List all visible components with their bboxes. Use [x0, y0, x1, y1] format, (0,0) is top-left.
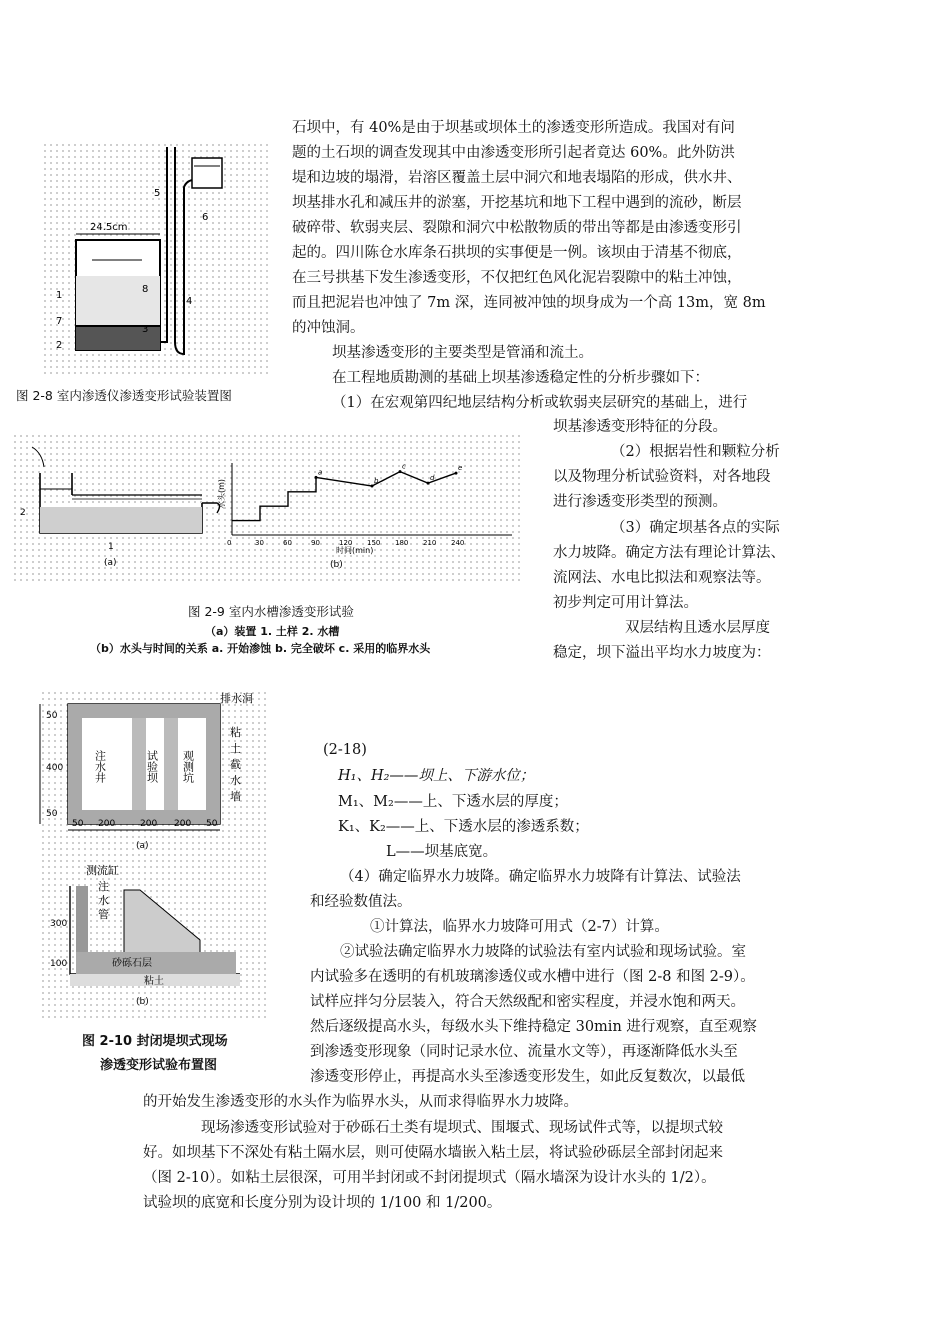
fig28-label: 4	[186, 296, 193, 307]
chart-point-label: b	[374, 477, 379, 486]
fig210-caption-1: 图 2-10 封闭堤坝式现场	[82, 1034, 228, 1049]
fig210-label: 管	[98, 908, 109, 921]
fig29-mark: 2	[20, 508, 26, 518]
figure-2-9	[12, 433, 520, 581]
fig210-label-a: (a)	[136, 841, 149, 851]
fig210-label: 水	[230, 774, 241, 787]
fig28-caption: 图 2-8 室内渗透仪渗透变形试验装置图	[16, 388, 232, 403]
fig210-label: 粘	[230, 726, 241, 739]
chart-ylabel: 水头(m)	[217, 478, 226, 509]
fig210-label: 土	[230, 742, 241, 755]
fig210-label: 排水洞	[220, 692, 253, 705]
fig28-dim: 24.5cm	[90, 222, 128, 233]
fig210-cell: 试验坝	[145, 750, 159, 783]
text-line: 到渗透变形现象（同时记录水位、流量水文等），再逐渐降低水头至	[310, 1044, 738, 1060]
text-line: 进行渗透变形类型的预测。	[553, 494, 727, 510]
text-line: 坝基排水孔和减压井的淤塞，开挖基坑和地下工程中遇到的流砂，断层	[292, 195, 742, 211]
paragraph-analysis-steps: 在工程地质勘测的基础上坝基渗透稳定性的分析步骤如下：	[332, 370, 709, 386]
paragraph-calc-method: ①计算法，临界水力坡降可用式（2-7）计算。	[370, 919, 669, 935]
equation-number: (2-18)	[323, 742, 367, 758]
chart-x-tick: 150	[367, 539, 381, 547]
chart-x-tick: 180	[395, 539, 409, 547]
text-line: 破碎带、软弱夹层、裂隙和洞穴中松散物质的带出等都是由渗透变形引	[292, 220, 742, 236]
paragraph-test-method-end: 的开始发生渗透变形的水头作为临界水头，从而求得临界水力坡降。	[143, 1094, 578, 1110]
fig29-label-b: (b)	[330, 560, 343, 570]
text-line: 内试验多在透明的有机玻璃渗透仪或水槽中进行（图 2-8 和图 2-9）。	[310, 969, 755, 985]
fig28-label: 1	[56, 290, 63, 301]
def-layer-thickness: M₁、M₂——上、下透水层的厚度；	[338, 794, 568, 810]
chart-x-tick: 90	[311, 539, 320, 547]
fig210-label: 注	[98, 880, 109, 893]
chart-series-line	[232, 472, 456, 521]
text-line: 初步判定可用计算法。	[553, 595, 698, 611]
fig29-caption: 图 2-9 室内水槽渗透变形试验	[188, 604, 354, 619]
fig210-cell: 注水井	[93, 750, 107, 783]
fig28-label: 2	[56, 340, 63, 351]
figure-2-10	[40, 690, 266, 1018]
figure-2-8	[42, 142, 270, 374]
chart-point-label: c	[402, 462, 406, 471]
text-line: 而且把泥岩也冲蚀了 7m 深，连同被冲蚀的坝身成为一个高 13m，宽 8m	[292, 295, 766, 311]
fig29-label-a: (a)	[104, 558, 117, 568]
fig210-label-b: (b)	[136, 997, 149, 1007]
chart-point-label: d	[430, 474, 435, 483]
text-line: 流网法、水电比拟法和观察法等。	[553, 570, 771, 586]
fig210-label: 墙	[230, 790, 241, 803]
chart-x-tick: 210	[423, 539, 437, 547]
fig28-label: 8	[142, 284, 149, 295]
chart-x-tick: 60	[283, 539, 292, 547]
text-line: 稳定，坝下溢出平均水力坡度为：	[553, 645, 771, 661]
text-line: 石坝中，有 40%是由于坝基或坝体土的渗透变形所造成。我国对有问	[292, 120, 735, 136]
text-line: 渗透变形停止，再提高水头至渗透变形发生，如此反复数次，以最低	[310, 1069, 745, 1085]
fig28-label: 6	[202, 212, 209, 223]
text-line: （3）确定坝基各点的实际	[611, 520, 780, 536]
fig210-label: 水	[98, 894, 109, 907]
fig210-dim: 100	[50, 959, 68, 969]
fig210-dim: 200	[140, 819, 158, 829]
def-permeability: K₁、K₂——上、下透水层的渗透系数；	[338, 819, 589, 835]
text-line: （图 2-10）。如粘土层很深，可用半封闭或不封闭提坝式（隔水墙深为设计水头的 1/2）。	[143, 1170, 716, 1186]
fig210-dim: 50	[46, 711, 58, 721]
fig29-subcaption-a: （a）装置 1. 土样 2. 水槽	[205, 625, 340, 638]
fig210-layer: 砂砾石层	[112, 958, 152, 969]
fig210-label: 截	[230, 758, 241, 771]
text-line: 以及物理分析试验资料，对各地段	[553, 469, 771, 485]
fig210-dim: 400	[46, 763, 64, 773]
text-line: 题的土石坝的调查发现其中由渗透变形所引起者竟达 60%。此外防洪	[292, 145, 735, 161]
fig210-label: 测流缸	[86, 864, 119, 877]
paragraph-step1-cont: 坝基渗透变形特征的分段。	[553, 419, 727, 435]
text-line: 好。如坝基下不深处有粘土隔水层，则可使隔水墙嵌入粘土层，将试验砂砾层全部封闭起来	[143, 1145, 723, 1161]
text-line: （4）确定临界水力坡降。确定临界水力坡降有计算法、试验法	[340, 869, 741, 885]
text-line: 在三号拱基下发生渗透变形，不仅把红色风化泥岩裂隙中的粘土冲蚀，	[292, 270, 742, 286]
text-line: 水力坡降。确定方法有理论计算法、	[553, 545, 785, 561]
fig29-subcaption-b: （b）水头与时间的关系 a. 开始渗蚀 b. 完全破坏 c. 采用的临界水头	[90, 642, 431, 655]
text-line: 起的。四川陈仓水库条石拱坝的实事便是一例。该坝由于清基不彻底，	[292, 245, 742, 261]
chart-point-label: a	[318, 468, 323, 477]
fig210-dim: 50	[206, 819, 218, 829]
chart-x-tick: 30	[255, 539, 264, 547]
text-line: 现场渗透变形试验对于砂砾石土类有堤坝式、围堰式、现场试件式等，以提坝式较	[201, 1120, 723, 1136]
fig210-dim: 300	[50, 919, 68, 929]
paragraph-step1: （1）在宏观第四纪地层结构分析或软弱夹层研究的基础上，进行	[332, 395, 748, 411]
fig210-layer: 粘土	[144, 976, 164, 987]
text-line: （2）根据岩性和颗粒分析	[611, 444, 780, 460]
text-line: 试样应拌匀分层装入，符合天然级配和密实程度，并浸水饱和两天。	[310, 994, 745, 1010]
text-line: 堤和边坡的塌滑，岩溶区覆盖土层中洞穴和地表塌陷的形成，供水井、	[292, 170, 742, 186]
def-water-levels: H₁、H₂——坝上、下游水位；	[338, 768, 535, 784]
text-line: 然后逐级提高水头，每级水头下维持稳定 30min 进行观察，直至观察	[310, 1019, 757, 1035]
chart-xlabel: 时间(min)	[336, 546, 374, 555]
fig210-dim: 50	[46, 809, 58, 819]
fig210-dim: 50	[72, 819, 84, 829]
def-base-width: L——坝基底宽。	[386, 844, 498, 860]
text-line: 的冲蚀洞。	[292, 320, 365, 336]
chart-point-label: e	[458, 464, 463, 473]
chart-x-tick: 0	[227, 539, 232, 547]
fig28-label: 3	[142, 324, 149, 335]
paragraph-main-types: 坝基渗透变形的主要类型是管涌和流土。	[332, 345, 593, 361]
fig210-caption-2: 渗透变形试验布置图	[100, 1058, 218, 1073]
fig29-mark: 1	[108, 542, 114, 552]
text-line: 和经验数值法。	[310, 894, 412, 910]
chart-x-tick: 120	[339, 539, 353, 547]
text-line: ②试验法确定临界水力坡降的试验法有室内试验和现场试验。室	[340, 944, 746, 960]
fig28-label: 7	[56, 316, 63, 327]
text-line: 试验坝的底宽和长度分别为设计坝的 1/100 和 1/200。	[143, 1195, 502, 1211]
fig28-label: 5	[154, 188, 161, 199]
chart-x-tick: 240	[451, 539, 465, 547]
fig210-dim: 200	[98, 819, 116, 829]
fig210-dim: 200	[174, 819, 192, 829]
text-line: 双层结构且透水层厚度	[625, 620, 770, 636]
fig210-cell: 观测坑	[181, 750, 195, 783]
fig29-chart	[218, 433, 518, 581]
